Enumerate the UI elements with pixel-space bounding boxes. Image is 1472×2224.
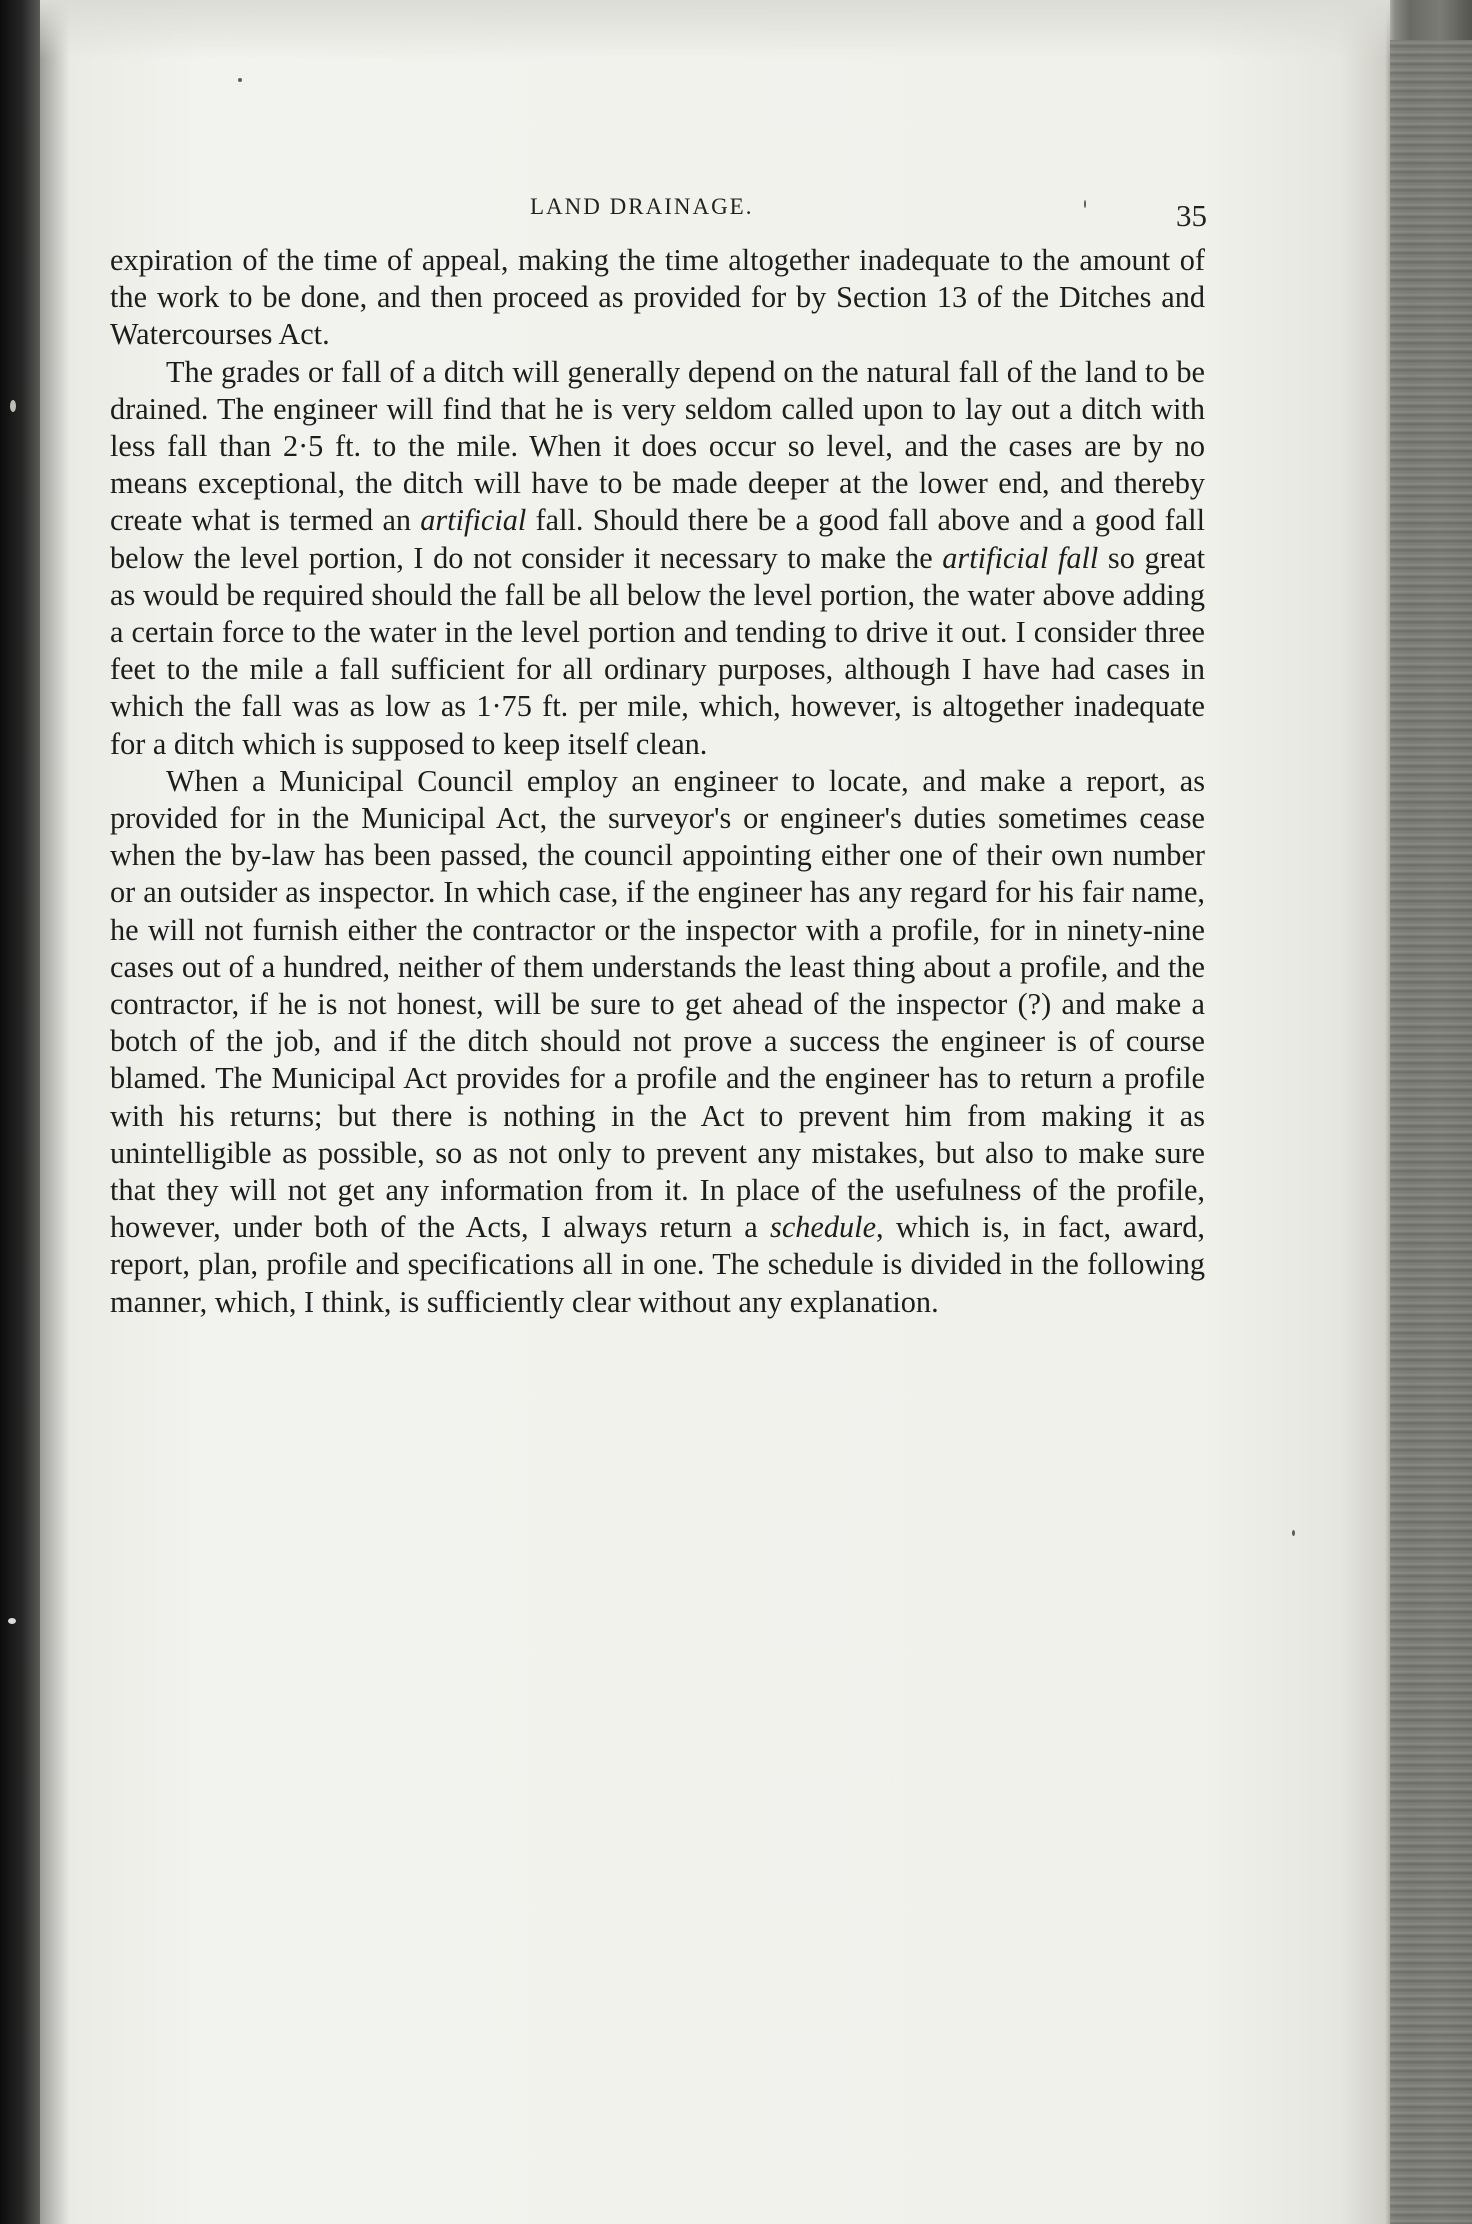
italic-text: artificial fall [942, 540, 1099, 575]
book-binding [0, 0, 40, 2224]
page-shadow [40, 0, 1390, 60]
paragraph [110, 354, 1205, 763]
page-number: 35 [1176, 198, 1207, 233]
italic-text: schedule [770, 1210, 877, 1245]
page-content [110, 180, 1205, 1321]
speck [8, 1618, 16, 1624]
paragraph-text: The grades or fall of a ditch will generally depend on the natural fall of the land to be drained. The engineer will find that he is very seldom called upon to lay out a ditch with less fall than 2·5 ft. to the mile. When it does occur so level, and the cases are by no means exceptional, the ditch will have to be made deeper at the lower end, and thereby create what is termed an [110, 354, 1205, 538]
speck [238, 78, 242, 82]
body-text [110, 242, 1205, 1321]
speck [1292, 1530, 1295, 1536]
paragraph [110, 242, 1205, 354]
italic-text: artificial [420, 503, 527, 538]
paragraph-text: When a Municipal Council employ an engineer to locate, and make a report, as provided for in the Municipal Act, the surveyor's or engineer's duties sometimes cease when the by-law has been passed, the council appointing either one of their own number or an outsider as inspector. In which case, if the engineer has any regard for his fair name, he will not furnish either the contractor or the inspector with a profile, for in ninety-nine cases out of a hundred, neither of them understands the least thing about a profile, and the contractor, if he is not honest, will be sure to get ahead of the inspector (?) and make a botch of the job, and if the ditch should not prove a success the engineer is of course blamed. The Municipal Act provides for a profile and the engineer has to return a profile with his returns; but there is nothing in the Act to prevent him from making it as unintelligible as possible, so as not only to prevent any mistakes, but also to make sure that they will not get any information from it. In place of the usefulness of the profile, however, under both of the Acts, I always return a [110, 763, 1205, 1245]
page-edges [1390, 40, 1472, 2224]
paragraph-text: fall. Should there be a good fall above and a good fall below the level portion, I do not consider it necessary to make the [110, 503, 1205, 575]
paragraph-text: so great as would be required should the fall be all below the level portion, the water above adding a certain force to the water in the level portion and tending to drive it out. I consider three feet to the mile a fall sufficient for all ordinary purposes, although I have had cases in which the fall was as low as 1·75 ft. per mile, which, however, is altogether inadequate for a ditch which is supposed to keep itself clean. [110, 540, 1206, 761]
page-header [110, 180, 1205, 240]
running-head: LAND DRAINAGE. [530, 194, 754, 219]
speck [10, 400, 16, 412]
paragraph [110, 763, 1205, 1321]
paragraph-text: expiration of the time of appeal, making the time altogether inadequate to the amount of the work to be done, and then proceed as provided for by Section 13 of the Ditches and Watercourses Act. [110, 243, 1205, 352]
paragraph-text: , which is, in fact, award, report, plan, profile and specifications all in one. The schedule is divided in the following manner, which, I think, is sufficiently clear without any explanation. [110, 1210, 1205, 1319]
